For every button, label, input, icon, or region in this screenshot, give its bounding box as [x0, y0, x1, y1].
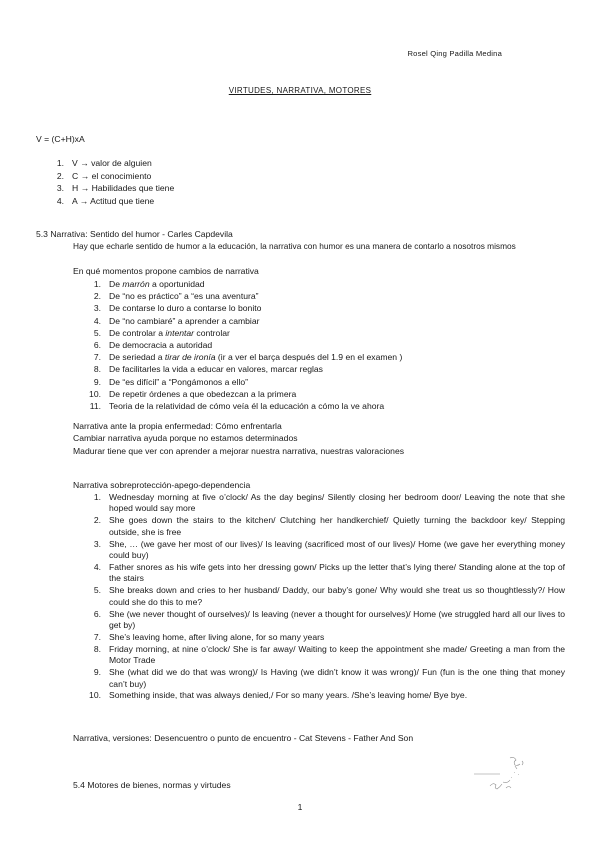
list-item [73, 667, 565, 690]
list-item [73, 492, 565, 515]
list-text-tail: (ir a ver el barça después del 1.9 en el examen ) [215, 352, 403, 363]
list-text: De “no es práctico” a “es una aventura” [109, 291, 259, 302]
signature-scribble [470, 752, 530, 792]
list-text: C → el conocimiento [72, 170, 152, 181]
list-text: Friday morning, at nine o’clock/ She is far away/ Waiting to keep the appointment she made/ Greeting a man from the Motor Trade [109, 643, 565, 666]
list-number: 7. [93, 631, 101, 642]
list-item [73, 302, 573, 314]
list-item [73, 400, 573, 412]
list-number: 3. [93, 303, 101, 314]
virtue-formula-list [36, 157, 174, 207]
list-number: 4. [93, 315, 101, 326]
list-number: 7. [93, 352, 101, 363]
list-number: 8. [93, 643, 101, 654]
list-text: De facilitarles la vida a educar en valores, marcar reglas [109, 364, 323, 375]
list-item [73, 278, 573, 290]
list-number: 2. [93, 515, 101, 526]
list-item [73, 351, 573, 363]
list-item [73, 388, 573, 400]
section-subtitle: Hay que echarle sentido de humor a la educación, la narrativa con humor es una manera de contarlo a nosotros mismos [73, 241, 516, 251]
list-text: Wednesday morning at five o’clock/ As the day begins/ Silently closing her bedroom door/ Leaving the note that she hoped would say more [109, 492, 565, 514]
list-text: Teoria de la relatividad de cómo veía él la educación a cómo la ve ahora [109, 401, 385, 412]
list-text: De repetir órdenes a que obedezcan a la primera [109, 388, 297, 399]
list-item [73, 632, 565, 643]
list-item [73, 327, 573, 339]
list-text: De democracia a autoridad [109, 340, 213, 351]
list-text: She breaks down and cries to her husband/ Daddy, our baby’s gone/ Why would she treat us so thoughtlessly?/ How could she do this to me? [109, 585, 565, 607]
list-item [73, 539, 565, 562]
virtue-formula: V = (C+H)xA [36, 134, 85, 144]
list-number: 10. [89, 388, 101, 399]
list-number: 9. [93, 376, 101, 387]
list-item [36, 182, 174, 195]
page-number: 1 [297, 802, 303, 812]
section-heading-5-3: 5.3 Narrativa: Sentido del humor - Carles Capdevila [36, 229, 233, 239]
list-text-tail: controlar [194, 327, 230, 338]
list-emphasis: intentar [165, 327, 195, 338]
list-text: V → valor de alguien [72, 158, 152, 168]
list-item [73, 585, 565, 608]
song-lyrics-list [73, 492, 565, 702]
paragraph-line: Narrativa ante la propia enfermedad: Cómo enfrentarla [73, 421, 282, 431]
overprotection-heading: Narrativa sobreprotección-apego-dependencia [73, 480, 251, 490]
list-emphasis: tirar de ironía [164, 352, 216, 363]
list-text: She (we never thought of ourselves)/ Is leaving (never a thought for ourselves)/ Home (we struggled hard all our lives to get by) [109, 608, 565, 630]
list-text: De “no cambiaré” a aprender a cambiar [109, 315, 260, 326]
list-number: 2. [93, 291, 101, 302]
list-item [73, 363, 573, 375]
section-heading-5-4: 5.4 Motores de bienes, normas y virtudes [73, 780, 231, 790]
author-name: Rosel Qing Padilla Medina [407, 49, 502, 58]
list-item [73, 290, 573, 302]
list-text: She, … (we gave her most of our lives)/ Is leaving (sacrificed most of our lives)/ Home (we gave her everything money could buy) [109, 538, 565, 561]
narrative-versions-line: Narrativa, versiones: Desencuentro o punto de encuentro - Cat Stevens - Father And Son [73, 733, 414, 743]
list-number: 1. [93, 492, 101, 502]
list-number: 1. [93, 279, 101, 289]
list-number: 3. [93, 538, 101, 549]
list-item [73, 339, 573, 351]
list-emphasis: marrón [122, 279, 150, 289]
list-item [36, 157, 174, 170]
list-item [73, 644, 565, 667]
list-number: 9. [93, 667, 101, 678]
list-item [73, 376, 573, 388]
list-number: 1. [56, 158, 64, 168]
paragraph-line: Madurar tiene que ver con aprender a mejorar nuestra narrativa, nuestras valoraciones [73, 445, 405, 456]
list-number: 10. [89, 690, 101, 701]
list-text: De [109, 279, 123, 289]
list-number: 8. [93, 364, 101, 375]
changes-heading: En qué momentos propone cambios de narrativa [73, 266, 259, 276]
paragraph-line: Cambiar narrativa ayuda porque no estamos determinados [73, 433, 298, 444]
list-text: She (what did we do that was wrong)/ Is Having (we didn’t know it was wrong)/ Fun (fun is the one thing that money can’t buy) [109, 667, 565, 689]
list-text: Father snores as his wife gets into her dressing gown/ Picks up the letter that’s lying there/ Standing alone at the top of the stairs [109, 561, 565, 584]
narrative-changes-list [73, 278, 573, 412]
list-number: 11. [89, 401, 101, 412]
list-text: She goes down the stairs to the kitchen/ Clutching her handkerchief/ Quietly turning the backdoor key/ Stepping outside, she is free [109, 515, 565, 537]
illness-narrative-paragraph [73, 420, 404, 457]
list-text-tail: a oportunidad [149, 279, 205, 289]
list-item [73, 315, 573, 327]
list-text: H → Habilidades que tiene [72, 183, 175, 193]
list-text: Something inside, that was always denied,/ For so many years. /She’s leaving home/ Bye bye. [109, 690, 468, 701]
list-text: She’s leaving home, after living alone, for so many years [109, 631, 325, 642]
list-number: 3. [56, 183, 64, 193]
list-number: 5. [93, 585, 101, 596]
list-item [73, 609, 565, 632]
list-text: De seriedad a [109, 352, 165, 363]
list-text: A → Actitud que tiene [72, 195, 155, 206]
document-title: VIRTUDES, NARRATIVA, MOTORES [228, 86, 372, 95]
list-item [36, 170, 174, 183]
list-number: 2. [56, 170, 64, 181]
list-text: De controlar a [109, 327, 166, 338]
list-number: 4. [93, 561, 101, 572]
list-number: 4. [56, 195, 64, 206]
list-item [73, 690, 565, 701]
list-number: 6. [93, 608, 101, 619]
list-number: 5. [93, 327, 101, 338]
list-item [36, 195, 174, 208]
list-text: De contarse lo duro a contarse lo bonito [109, 303, 262, 314]
list-item [73, 515, 565, 538]
list-item [73, 562, 565, 585]
list-number: 6. [93, 340, 101, 351]
list-text: De “es difícil” a “Pongámonos a ello” [109, 376, 248, 387]
